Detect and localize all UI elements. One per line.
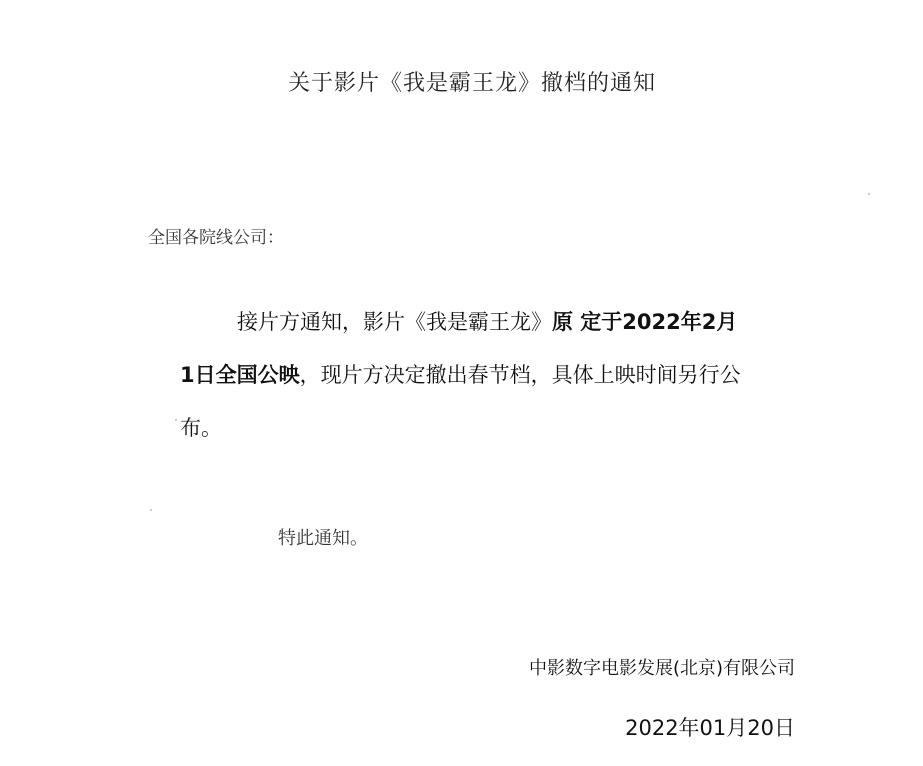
scan-speck <box>868 193 870 195</box>
scan-speck <box>175 419 177 421</box>
body-line-1-text: 接片方通知，影片《我是霸王龙》 <box>237 310 552 334</box>
body-line-2 <box>180 349 780 402</box>
body-line-3-text: 布。 <box>180 416 222 440</box>
notice-title: 关于影片《我是霸王龙》撤档的通知 <box>287 71 656 96</box>
issuer-name: 中影数字电影发展(北京)有限公司 <box>528 658 795 679</box>
salutation: 全国各院线公司： <box>148 228 284 248</box>
closing-text: 特此通知。 <box>278 528 368 549</box>
scan-speck <box>150 509 152 511</box>
body-line-2-bold: 1日全国公映 <box>180 363 300 387</box>
body-line-3 <box>180 402 780 455</box>
notice-body <box>180 296 780 455</box>
issue-date: 2022年01月20日 <box>625 716 795 740</box>
body-line-1 <box>180 296 780 349</box>
body-line-1-bold: 原 定于2022年2月 <box>552 310 738 334</box>
body-line-2-text: ，现片方决定撤出春节档，具体上映时间另行公 <box>299 363 741 387</box>
